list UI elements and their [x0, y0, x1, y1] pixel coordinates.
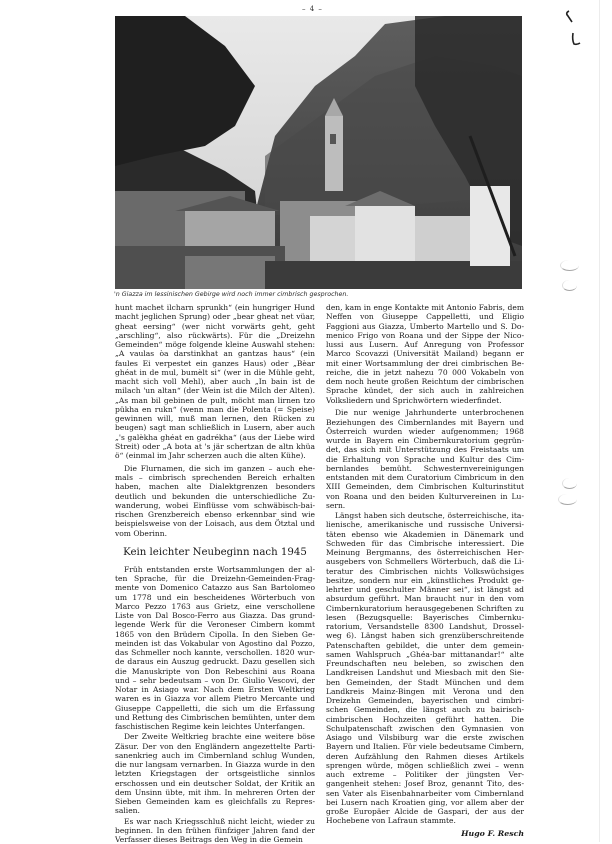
- paragraph: Der Zweite Weltkrieg brachte eine weitere böse Zäsur. Der von den Engländern angezettelte Partisanenkrieg auch im Cimbernland schlug Wunden, die nur langsam vernarben. In Giazza wurde in den letzten Kriegstagen der ortsgeistliche sinnlos erschossen und ein deutscher Soldat, der Kritik an dem Unsinn übte, mit ihm. In mehreren Orten der Sieben Gemeinden kam es gleichfalls zu Repressalien.: [115, 732, 315, 815]
- paragraph: Früh entstanden erste Wortsammlungen der alten Sprache, für die Dreizehn-Gemeinden-Fragmente von Domenico Catazzo aus San Bartolomeo um 1778 und ein bescheidenes Wörterbuch von Marco Pezzo 1763 aus Grietz, eine verschollene Liste von Dal Bosco-Ferro aus Giazza. Das grundlegende Werk für die Veroneser Cimbern kommt 1865 von den Brüdern Cipolla. In den Sieben Gemeinden ist das Vokabular von Agostino dal Pozzo, das Schmeller noch kannte, verschollen. 1820 wurde daraus ein Auszug gedruckt. Dazu gesellen sich die Manuskripte von Don Rebeschini aus Roana und – sehr bedeutsam – von Dr. Giulio Vescovi, der Notar in Asiago war. Nach dem Ersten Weltkrieg waren es in Giazza vor allem Pietro Mercante und Giuseppe Cappelletti, die sich um die Erfassung und Rettung des Cimbrischen bemühten, unter dem faschistischen Regime kein leichtes Unterfangen.: [115, 565, 315, 732]
- paragraph: Die Flurnamen, die sich im ganzen – auch ehemals – cimbrisch sprechenden Bereich erhalten haben, machen alte Dialektgrenzen besonders deutlich und bekunden die unterschiedliche Zuwanderung, wobei Einflüsse vom schwäbisch-bairischen Grenzbereich ebenso erkennbar sind wie beispielsweise von der Loisach, aus dem Ötztal und vom Oberinn.: [115, 464, 315, 538]
- paragraph: Die nur wenige Jahrhunderte unterbrochenen Beziehungen des Cimbernlandes mit Bayern und Österreich wurden wieder aufgenommen; 1968 wurde in Bayern ein Cimbernkuratorium gegründet, das sich mit Unterstützung des Freistaats um die Erhaltung von Sprache und Kultur des Cimbernlandes bemüht. Schwesternvereinigungen entstanden mit dem Curatorium Cimbricum in den XIII Gemeinden, dem Cimbrischen Kulturinstitut von Roana und den beiden Kulturvereinen in Lusern.: [326, 408, 524, 510]
- article-photo: [115, 16, 522, 289]
- punch-hole-shadow-icon: [558, 494, 577, 505]
- photo-caption: 'n Giazza im lessinischen Gebirge wird noch immer cimbrisch gesprochen.: [114, 291, 524, 298]
- paragraph: den, kam in enge Kontakte mit Antonio Fabris, dem Neffen von Giuseppe Cappelletti, und Eligio Faggioni aus Giazza, Umberto Martello und S. Domenico Frigo von Roana und der Sippe der Nicolussi aus Lusern. Auf Anregung von Professor Marco Scovazzi (Universität Mailand) begann er mit einer Wortsammlung der drei cimbrischen Bereiche, die in jetzt nahezu 70 000 Vokabeln von dem noch heute großen Reichtum der cimbrischen Sprache kündet, der sich auch in zahlreichen Volksliedern und Sprichwörtern wiederfindet.: [326, 303, 524, 405]
- article-column-right: [326, 303, 524, 838]
- author-byline: Hugo F. Resch: [326, 829, 524, 838]
- punch-hole-shadow-icon: [562, 478, 577, 489]
- handwritten-mark-icon: [570, 32, 582, 46]
- handwritten-mark-icon: [563, 10, 575, 24]
- punch-hole-shadow-icon: [562, 280, 577, 291]
- paragraph: hunt machet ilcharn sprunkh“ (ein hungriger Hund macht jeglichen Sprung) oder „bear gheat net vüar, gheat eersing“ (wer nicht vorwärts geht, geht „arschling“, also rückwärts). Für die „Dreizehn Gemeinden“ möge folgende kleine Auswahl stehen: „A vaulas òa darstinkhat an gantzas haus“ (ein faules Ei verpestet ein ganzes Haus) oder „Bèar ghéat in de mul, bumèlt si“ (wer in die Mühle geht, macht sich voll Mehl), aber auch „In bain ist de milach 'un altan“ (der Wein ist die Milch der Alten). „As man bil gebinen de pult, möcht man lirnen tzo pükha en rukn“ (wenn man die Polenta (= Speise) gewinnen will, muß man lernen, den Rücken zu beugen) sagt man schließlich in Lusern, aber auch „'s galèkha ghéat en gadrékha“ (aus der Liebe wird Streit) oder „A bota at 's jär schertzan de altn khüa ö“ (einmal im Jahr scherzen auch die alten Kühe).: [115, 303, 315, 460]
- scan-edge-line: [599, 0, 600, 842]
- paragraph: Längst haben sich deutsche, österreichische, italienische, amerikanische und russische Universitäten ebenso wie Akademien in Dänemark und Schweden für das Cimbrische interessiert. Die Meinung Bergmanns, des österreichischen Herausgebers von Schmellers Wörterbuch, daß die Literatur des Cimbrischen nichts Volkswüchsiges besitze, sondern nur ein „künstliches Produkt gelehrter und geschulter Männer sei“, ist längst ad absurdum geführt. Man braucht nur in den vom Cimbernkuratorium herausgegebenen Schriften zu lesen (Bezugsquelle: Bayerisches Cimbernkuratorium, Versandstelle 8300 Landshut, Drosselweg 6). Längst haben sich grenzüberschreitende Patenschaften gebildet, die unter dem gemeinsamen Wahlspruch „Ghéa-bar mittanandar!“ alte Freundschaften neu beleben, so zwischen den Landkreisen Landshut und Miesbach mit den Sieben Gemeinden, der Stadt München und dem Landkreis Mainz-Bingen mit Verona und den Dreizehn Gemeinden, bayerischen und cimbrischen Gemeinden, die längst auch zu bairisch-cimbrischen Hochzeiten geführt hatten. Die Schulpatenschaft zwischen den Gymnasien von Asiago und Vilsbiburg war die erste zwischen Bayern und Italien. Für viele bedeutsame Cimbern, deren Aufzählung den Rahmen dieses Artikels sprengen würde, mögen schließlich zwei – wenn auch extreme – Politiker der jüngsten Vergangenheit stehen: Josef Broz, genannt Tito, dessen Vater als Eisenbahnarbeiter vom Cimbernland bei Lusern nach Kroatien ging, vor allem aber der große Europäer Alcide de Gaspari, der aus der Hochebene von Lafraun stammte.: [326, 511, 524, 826]
- article-column-left: [115, 303, 315, 844]
- punch-hole-shadow-icon: [560, 260, 579, 271]
- subheading: Kein leichter Neubeginn nach 1945: [115, 547, 315, 559]
- page-number: – 4 –: [302, 5, 323, 13]
- paragraph: Es war nach Kriegsschluß nicht leicht, wieder zu beginnen. In den frühen fünfziger Jahren fand der Verfasser dieses Beitrags den Weg in die Gemein: [115, 817, 315, 844]
- village-photo-image: [115, 16, 522, 289]
